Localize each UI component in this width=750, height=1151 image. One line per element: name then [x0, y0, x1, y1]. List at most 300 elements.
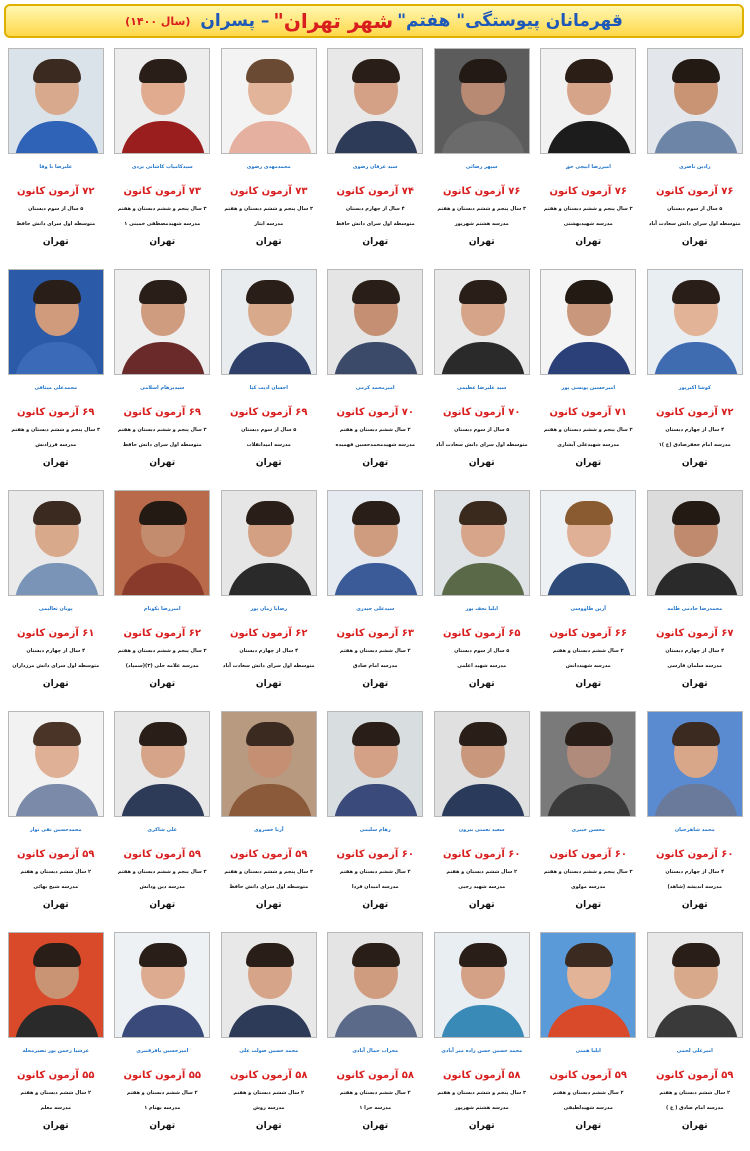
student-city: تهران: [575, 1121, 602, 1131]
student-card: [642, 930, 749, 1151]
student-grade: ۳ سال پنجم و ششم دبستان و هفتم: [437, 206, 527, 212]
photo-shirt: [228, 563, 312, 596]
student-card: [535, 709, 642, 930]
student-photo: [540, 711, 636, 817]
student-score: ۵۹ آزمون کانون: [656, 1070, 734, 1081]
photo-hair: [672, 280, 720, 304]
student-name: محمدمهدی رضوی: [246, 164, 291, 170]
student-grade: ۴ سال از چهارم دبستان: [665, 648, 725, 654]
student-city: تهران: [42, 237, 69, 247]
photo-hair: [565, 722, 613, 746]
student-photo: [114, 711, 210, 817]
student-score: ۷۰ آزمون کانون: [443, 407, 521, 418]
student-score: ۶۲ آزمون کانون: [123, 628, 201, 639]
student-card: [642, 46, 749, 267]
student-name: محمدرضا خادمی طامه: [667, 606, 723, 612]
student-city: تهران: [255, 1121, 282, 1131]
student-card: [322, 488, 429, 709]
student-school: متوسطه اول سرای دانش سعادت آباد: [648, 221, 741, 227]
photo-hair: [246, 943, 294, 967]
student-city: تهران: [149, 900, 176, 910]
photo-hair: [459, 59, 507, 83]
student-school: مدرسه ایثار: [254, 221, 284, 227]
student-name: رادین ناصری: [678, 164, 711, 170]
student-city: تهران: [468, 458, 495, 468]
student-school: متوسطه اول سرای دانش حافظ: [229, 884, 309, 890]
student-grade: ۳ سال پنجم و ششم دبستان و هفتم: [11, 427, 101, 433]
student-school: مدرسه فرزادنش: [35, 442, 77, 448]
student-city: تهران: [468, 237, 495, 247]
photo-hair: [246, 501, 294, 525]
student-city: تهران: [575, 900, 602, 910]
photo-hair: [459, 943, 507, 967]
photo-shirt: [547, 784, 631, 817]
student-score: ۶۹ آزمون کانون: [230, 407, 308, 418]
student-grade: ۳ سال پنجم و ششم دبستان و هفتم: [224, 206, 314, 212]
student-grade: ۵ سال از سوم دبستان: [454, 648, 510, 654]
student-photo: [540, 269, 636, 375]
student-grade: ۳ سال پنجم و ششم دبستان و هفتم: [117, 869, 207, 875]
student-school: مدرسه اندیشه (شاهد): [667, 884, 722, 890]
student-city: تهران: [681, 458, 708, 468]
student-score: ۷۳ آزمون کانون: [230, 186, 308, 197]
student-photo: [221, 490, 317, 596]
student-name: امیررضا نکونام: [143, 606, 181, 612]
student-photo: [221, 711, 317, 817]
student-name: احسان ادیب کیا: [249, 385, 288, 391]
photo-hair: [246, 280, 294, 304]
student-photo: [647, 48, 743, 154]
student-photo: [647, 269, 743, 375]
photo-shirt: [654, 784, 738, 817]
photo-shirt: [654, 1005, 738, 1038]
photo-shirt: [15, 784, 99, 817]
student-score: ۷۶ آزمون کانون: [549, 186, 627, 197]
photo-hair: [352, 501, 400, 525]
photo-hair: [672, 722, 720, 746]
student-grade: ۳ سال پنجم و ششم دبستان و هفتم: [117, 206, 207, 212]
student-score: ۵۸ آزمون کانون: [230, 1070, 308, 1081]
student-score: ۶۰ آزمون کانون: [443, 849, 521, 860]
photo-hair: [139, 943, 187, 967]
photo-shirt: [121, 563, 205, 596]
student-city: تهران: [362, 458, 389, 468]
student-name: رهام سلیمی: [359, 827, 391, 833]
student-name: سید عرفان رضوی: [352, 164, 398, 170]
student-score: ۷۲ آزمون کانون: [656, 407, 734, 418]
student-score: ۵۵ آزمون کانون: [123, 1070, 201, 1081]
photo-shirt: [228, 784, 312, 817]
student-name: محمد حسین صولت علی: [239, 1048, 299, 1054]
student-photo: [434, 48, 530, 154]
student-card: [109, 267, 216, 488]
student-city: تهران: [575, 679, 602, 689]
student-name: کوشا اکبرپور: [678, 385, 711, 391]
student-photo: [8, 269, 104, 375]
student-school: متوسطه اول سرای دانش حافظ: [122, 442, 202, 448]
photo-shirt: [228, 121, 312, 154]
photo-hair: [352, 943, 400, 967]
student-grade: ۴ سال از چهارم دبستان: [665, 427, 725, 433]
student-name: محمد شاهرخیان: [674, 827, 715, 833]
student-card: [429, 267, 536, 488]
photo-hair: [565, 943, 613, 967]
photo-shirt: [121, 342, 205, 375]
student-score: ۷۱ آزمون کانون: [549, 407, 627, 418]
student-school: متوسطه اول سرای دانش حافظ: [335, 221, 415, 227]
student-name: محراب جمال آبادی: [352, 1048, 399, 1054]
student-city: تهران: [681, 900, 708, 910]
student-city: تهران: [575, 237, 602, 247]
photo-shirt: [228, 342, 312, 375]
student-card: [429, 930, 536, 1151]
student-score: ۵۹ آزمون کانون: [549, 1070, 627, 1081]
photo-shirt: [441, 563, 525, 596]
student-name: محمدعلی میثاقی: [34, 385, 78, 391]
student-grade: ۴ سال از چهارم دبستان: [665, 869, 725, 875]
student-school: مدرسه شهیدبهشتی: [563, 221, 613, 227]
student-name: امیرمحمد کرمی: [355, 385, 395, 391]
student-name: سپهر رضائی: [465, 164, 498, 170]
photo-shirt: [228, 1005, 312, 1038]
student-name: سیدکامیاب کاشانی یزدی: [131, 164, 193, 170]
student-photo: [221, 932, 317, 1038]
photo-shirt: [547, 121, 631, 154]
student-school: مدرسه روش: [253, 1105, 285, 1111]
student-grade: ۲ سال ششم دبستان و هفتم: [233, 1090, 305, 1096]
student-school: مدرسه شهید رجبی: [458, 884, 506, 890]
student-school: مدرسه دین ودانش: [139, 884, 186, 890]
student-city: تهران: [42, 900, 69, 910]
student-card: [429, 46, 536, 267]
photo-hair: [672, 943, 720, 967]
photo-hair: [459, 722, 507, 746]
student-score: ۶۵ آزمون کانون: [443, 628, 521, 639]
photo-shirt: [334, 784, 418, 817]
photo-shirt: [121, 121, 205, 154]
student-score: ۵۸ آزمون کانون: [336, 1070, 414, 1081]
photo-shirt: [334, 121, 418, 154]
student-card: [322, 709, 429, 930]
student-name: امیرعلی لحمی: [676, 1048, 713, 1054]
student-school: مدرسه امام جعفرصادق (ع )۱: [658, 442, 731, 448]
photo-shirt: [334, 563, 418, 596]
student-school: مدرسه امیدانقلاب: [246, 442, 291, 448]
photo-shirt: [334, 342, 418, 375]
photo-hair: [565, 59, 613, 83]
student-school: مدرسه بهنام ۱: [144, 1105, 181, 1111]
photo-shirt: [654, 342, 738, 375]
header-year: (سال ۱۴۰۰): [125, 14, 191, 28]
photo-shirt: [441, 1005, 525, 1038]
student-city: تهران: [255, 900, 282, 910]
student-city: تهران: [681, 1121, 708, 1131]
student-grade: ۳ سال پنجم و ششم دبستان و هفتم: [117, 648, 207, 654]
student-school: مدرسه شهید اعلمی: [457, 663, 507, 669]
student-card: [109, 488, 216, 709]
student-photo: [327, 48, 423, 154]
student-city: تهران: [362, 900, 389, 910]
student-score: ۵۹ آزمون کانون: [17, 849, 95, 860]
student-photo: [221, 269, 317, 375]
student-name: علی شاکری: [147, 827, 178, 833]
student-grade: ۲ سال ششم دبستان و هفتم: [20, 1090, 92, 1096]
student-name: سیدپرهام اسلامی: [140, 385, 185, 391]
photo-shirt: [121, 1005, 205, 1038]
student-name: سید علیرضا عظیمی: [457, 385, 507, 391]
student-name: امیرحسین یونسی پور: [561, 385, 616, 391]
photo-hair: [672, 59, 720, 83]
student-grade: ۳ سال پنجم و ششم دبستان و هفتم: [224, 869, 314, 875]
student-city: تهران: [42, 1121, 69, 1131]
student-grade: ۲ سال ششم دبستان و هفتم: [20, 869, 92, 875]
photo-hair: [33, 943, 81, 967]
student-score: ۶۰ آزمون کانون: [549, 849, 627, 860]
student-card: [216, 709, 323, 930]
student-city: تهران: [681, 679, 708, 689]
student-school: مدرسه شهیدمصطفی خمینی ۱: [124, 221, 201, 227]
student-photo: [434, 711, 530, 817]
photo-shirt: [15, 563, 99, 596]
student-photo: [647, 711, 743, 817]
photo-shirt: [654, 563, 738, 596]
student-score: ۵۸ آزمون کانون: [443, 1070, 521, 1081]
student-score: ۶۹ آزمون کانون: [123, 407, 201, 418]
student-photo: [327, 932, 423, 1038]
photo-shirt: [547, 563, 631, 596]
header-group: – پسران: [200, 11, 270, 31]
student-photo: [8, 932, 104, 1038]
student-city: تهران: [42, 458, 69, 468]
photo-hair: [565, 280, 613, 304]
student-city: تهران: [149, 237, 176, 247]
photo-hair: [352, 722, 400, 746]
student-card: [642, 488, 749, 709]
student-grade: ۲ سال ششم دبستان و هفتم: [552, 648, 624, 654]
student-card: [322, 46, 429, 267]
photo-hair: [352, 59, 400, 83]
student-card: [109, 46, 216, 267]
header-title: قهرمانان پیوستگی" هفتم": [397, 11, 623, 31]
student-photo: [647, 490, 743, 596]
student-grade: ۲ سال ششم دبستان و هفتم: [339, 869, 411, 875]
student-score: ۷۳ آزمون کانون: [123, 186, 201, 197]
student-name: ایلیا همتی: [575, 1048, 601, 1054]
photo-hair: [565, 501, 613, 525]
student-photo: [114, 48, 210, 154]
student-card: [642, 267, 749, 488]
student-grade: ۳ سال پنجم و ششم دبستان و هفتم: [437, 1090, 527, 1096]
student-school: مدرسه هشتم شهریور: [454, 221, 509, 227]
photo-shirt: [15, 121, 99, 154]
student-name: سیدعلی حیدری: [356, 606, 395, 612]
students-grid: [2, 46, 748, 1151]
student-city: تهران: [468, 679, 495, 689]
photo-shirt: [441, 342, 525, 375]
student-school: مدرسه شهیدمحمدحسین فهمیده: [335, 442, 415, 448]
student-city: تهران: [149, 1121, 176, 1131]
student-city: تهران: [42, 679, 69, 689]
photo-hair: [459, 501, 507, 525]
student-photo: [540, 48, 636, 154]
student-city: تهران: [681, 237, 708, 247]
photo-hair: [139, 280, 187, 304]
student-card: [216, 267, 323, 488]
student-photo: [540, 490, 636, 596]
student-photo: [8, 48, 104, 154]
student-score: ۶۱ آزمون کانون: [17, 628, 95, 639]
student-school: مدرسه سلمان فارسی: [667, 663, 723, 669]
student-grade: ۲ سال ششم دبستان و هفتم: [339, 648, 411, 654]
student-photo: [327, 490, 423, 596]
student-name: محمدحسین تقی نوار: [29, 827, 82, 833]
photo-hair: [33, 722, 81, 746]
student-school: متوسطه اول سرای دانش سعادت آباد: [435, 442, 528, 448]
student-city: تهران: [362, 679, 389, 689]
student-score: ۷۶ آزمون کانون: [443, 186, 521, 197]
photo-hair: [139, 722, 187, 746]
student-school: مدرسه امیدان فردا: [351, 884, 399, 890]
student-grade: ۴ سال از چهارم دبستان: [26, 648, 86, 654]
student-grade: ۲ سال ششم دبستان و هفتم: [339, 427, 411, 433]
student-name: محسن خبیری: [571, 827, 605, 833]
student-score: ۶۳ آزمون کانون: [336, 628, 414, 639]
photo-hair: [352, 280, 400, 304]
student-card: [535, 488, 642, 709]
student-grade: ۴ سال از چهارم دبستان: [345, 206, 405, 212]
student-school: مدرسه هشتم شهریور: [454, 1105, 509, 1111]
student-school: متوسطه اول سرای دانش حافظ: [16, 221, 96, 227]
student-card: [3, 930, 110, 1151]
student-city: تهران: [575, 458, 602, 468]
student-city: تهران: [468, 900, 495, 910]
photo-hair: [139, 501, 187, 525]
student-card: [3, 267, 110, 488]
student-score: ۶۰ آزمون کانون: [336, 849, 414, 860]
student-name: علیرضا با وفا: [39, 164, 73, 170]
student-score: ۶۷ آزمون کانون: [656, 628, 734, 639]
student-photo: [327, 711, 423, 817]
student-grade: ۵ سال از سوم دبستان: [28, 206, 84, 212]
student-card: [535, 46, 642, 267]
student-school: مدرسه شهیددانش: [565, 663, 611, 669]
student-name: رضایا زمان پور: [250, 606, 288, 612]
student-grade: ۲ سال ششم دبستان و هفتم: [126, 1090, 198, 1096]
student-photo: [221, 48, 317, 154]
student-score: ۶۶ آزمون کانون: [549, 628, 627, 639]
student-city: تهران: [362, 237, 389, 247]
photo-shirt: [547, 342, 631, 375]
student-name: محمد حسین حسن زاده میر آبادی: [441, 1048, 523, 1054]
student-school: مدرسه امام صادق: [353, 663, 398, 669]
student-card: [535, 267, 642, 488]
photo-hair: [33, 280, 81, 304]
student-name: پویان تعالیمی: [38, 606, 73, 612]
photo-shirt: [15, 1005, 99, 1038]
student-school: متوسطه اول سرای دانش مرزداران: [12, 663, 100, 669]
student-photo: [114, 490, 210, 596]
student-photo: [8, 711, 104, 817]
student-name: سعید نعمتی بیرون: [458, 827, 505, 833]
student-grade: ۴ سال از چهارم دبستان: [239, 648, 299, 654]
student-grade: ۵ سال از سوم دبستان: [241, 427, 297, 433]
photo-hair: [33, 501, 81, 525]
student-card: [216, 488, 323, 709]
student-score: ۵۹ آزمون کانون: [123, 849, 201, 860]
student-grade: ۳ سال پنجم و ششم دبستان و هفتم: [117, 427, 207, 433]
student-school: مدرسه شهیدعلی آبشاری: [557, 442, 620, 448]
student-photo: [434, 269, 530, 375]
student-card: [3, 709, 110, 930]
student-city: تهران: [255, 458, 282, 468]
student-photo: [114, 269, 210, 375]
student-card: [109, 930, 216, 1151]
student-photo: [647, 932, 743, 1038]
page-header-banner: [4, 4, 744, 38]
photo-hair: [246, 722, 294, 746]
student-name: ایلیا نجف پور: [465, 606, 498, 612]
student-name: امیررضا ایپچی حق: [565, 164, 611, 170]
student-card: [216, 46, 323, 267]
student-score: ۷۴ آزمون کانون: [336, 186, 414, 197]
student-school: مدرسه شهیدلطیفی: [563, 1105, 613, 1111]
student-card: [3, 488, 110, 709]
student-score: ۵۵ آزمون کانون: [17, 1070, 95, 1081]
student-school: مدرسه شیخ بهائی: [33, 884, 79, 890]
student-score: ۷۲ آزمون کانون: [17, 186, 95, 197]
student-grade: ۲ سال ششم دبستان و هفتم: [446, 869, 518, 875]
student-school: مدرسه امام صادق ( ع ): [665, 1105, 724, 1111]
student-grade: ۳ سال پنجم و ششم دبستان و هفتم: [543, 206, 633, 212]
student-score: ۵۹ آزمون کانون: [230, 849, 308, 860]
student-photo: [114, 932, 210, 1038]
photo-hair: [33, 59, 81, 83]
student-score: ۷۶ آزمون کانون: [656, 186, 734, 197]
student-photo: [540, 932, 636, 1038]
photo-shirt: [15, 342, 99, 375]
photo-shirt: [654, 121, 738, 154]
student-city: تهران: [255, 237, 282, 247]
student-school: مدرسه مولوی: [571, 884, 606, 890]
student-grade: ۲ سال ششم دبستان و هفتم: [659, 1090, 731, 1096]
student-city: تهران: [255, 679, 282, 689]
student-school: مدرسه معلم: [40, 1105, 71, 1111]
student-card: [429, 488, 536, 709]
student-card: [322, 930, 429, 1151]
student-photo: [8, 490, 104, 596]
photo-hair: [459, 280, 507, 304]
student-score: ۷۰ آزمون کانون: [336, 407, 414, 418]
student-name: امیرحسین باقرقنبری: [136, 1048, 189, 1054]
student-score: ۶۰ آزمون کانون: [656, 849, 734, 860]
student-grade: ۲ سال ششم دبستان و هفتم: [339, 1090, 411, 1096]
photo-hair: [672, 501, 720, 525]
student-city: تهران: [149, 679, 176, 689]
student-grade: ۲ سال ششم دبستان و هفتم: [552, 1090, 624, 1096]
student-school: متوسطه اول سرای دانش سعادت آباد: [222, 663, 315, 669]
student-card: [642, 709, 749, 930]
student-school: مدرسه حرا ۱: [359, 1105, 392, 1111]
student-school: مدرسه علامه حلی (۳)(سمپاد): [125, 663, 199, 669]
photo-hair: [139, 59, 187, 83]
student-card: [109, 709, 216, 930]
student-name: آرین طاووسی: [570, 606, 606, 612]
student-card: [216, 930, 323, 1151]
student-photo: [434, 932, 530, 1038]
student-score: ۶۹ آزمون کانون: [17, 407, 95, 418]
photo-hair: [246, 59, 294, 83]
student-grade: ۵ سال از سوم دبستان: [667, 206, 723, 212]
